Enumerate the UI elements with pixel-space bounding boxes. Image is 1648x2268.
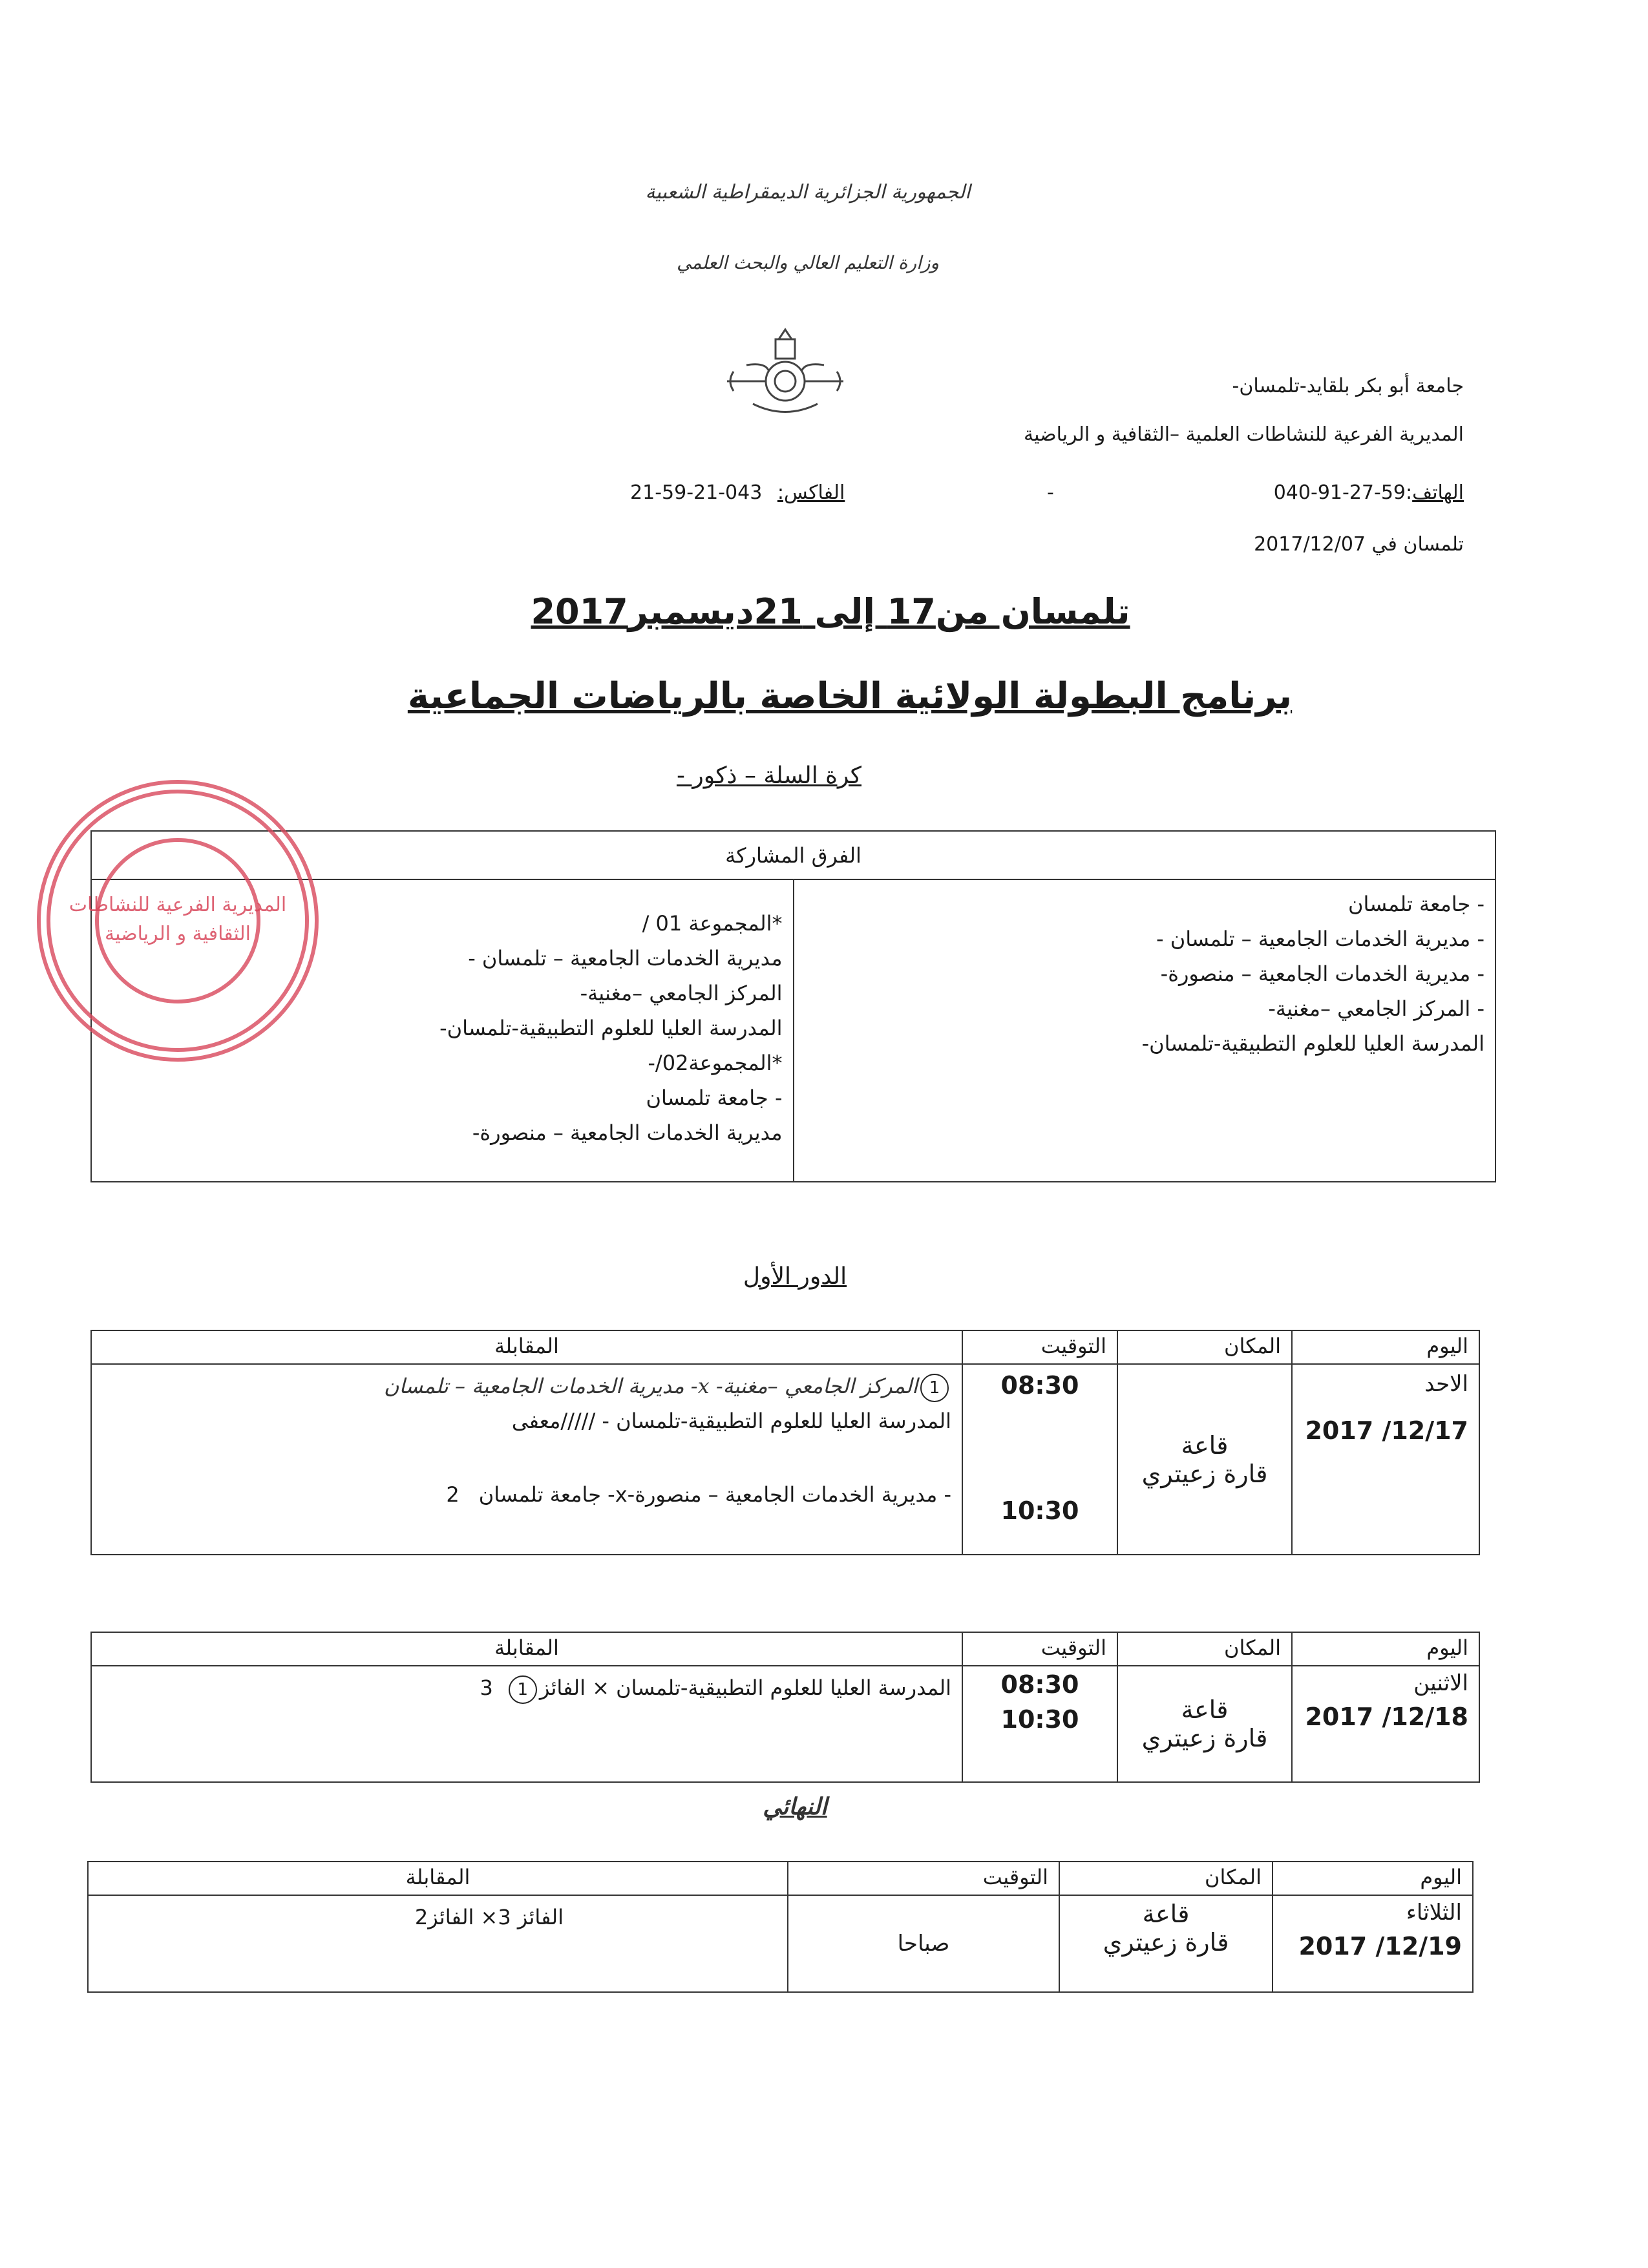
stamp-inner-line-1: المديرية الفرعية للنشاطات — [69, 894, 287, 916]
university-name: جامعة أبو بكر بلقايد-تلمسان- — [1232, 375, 1464, 397]
group-item: مديرية الخدمات الجامعية – تلمسان - — [468, 946, 783, 971]
time-cell — [962, 1364, 1117, 1555]
col-venue: المكان — [1059, 1862, 1273, 1895]
match-3: المدرسة العليا للعلوم التطبيقية-تلمسان × الفائز13 — [102, 1670, 951, 1705]
match-number-1: 1 — [920, 1374, 949, 1402]
university-emblem-icon — [714, 326, 856, 423]
svg-text:جامعة أبو بكر بلقايد تلمسان — [29, 772, 45, 779]
final-table — [87, 1861, 1474, 1993]
col-venue: المكان — [1117, 1632, 1292, 1666]
team-item: - مديرية الخدمات الجامعية – تلمسان - — [1156, 927, 1484, 951]
group-item: المركز الجامعي –مغنية- — [580, 981, 783, 1005]
match-1: 1المركز الجامعي –مغنية- x- مديرية الخدمات الجامعية – تلمسان — [102, 1369, 951, 1403]
venue-line-2: قارة زعيتري — [1103, 1928, 1229, 1957]
group-item: - جامعة تلمسان — [646, 1086, 783, 1110]
venue-line-2: قارة زعيتري — [1141, 1724, 1268, 1752]
col-day: اليوم — [1292, 1632, 1479, 1666]
venue-line-1: قاعة — [1181, 1696, 1229, 1724]
teams-column-all — [794, 879, 1496, 1182]
day-cell — [1292, 1364, 1479, 1555]
venue-cell — [1117, 1364, 1292, 1555]
fax-line — [630, 481, 845, 504]
time-2: 10:30 — [1000, 1496, 1079, 1525]
final-match: الفائز 3× الفائز2 — [414, 1905, 564, 1929]
venue-line-1: قاعة — [1181, 1431, 1229, 1460]
fax-label: الفاكس: — [777, 481, 845, 504]
group-item: مديرية الخدمات الجامعية – منصورة- — [472, 1120, 783, 1145]
col-match: المقابلة — [88, 1862, 788, 1895]
match-2: - مديرية الخدمات الجامعية – منصورة-x- جامعة تلمسان2 — [446, 1482, 951, 1507]
day-name: الثلاثاء — [1406, 1900, 1462, 1926]
col-match: المقابلة — [91, 1330, 962, 1364]
col-venue: المكان — [1117, 1330, 1292, 1364]
col-time: التوقيت — [788, 1862, 1059, 1895]
time-text: صباحا — [897, 1931, 950, 1957]
group-item: المدرسة العليا للعلوم التطبيقية-تلمسان- — [439, 1016, 783, 1040]
team-item: - المركز الجامعي –مغنية- — [1268, 996, 1484, 1021]
day-date: 2017 /12/18 — [1305, 1703, 1468, 1731]
ministry-header: وزارة التعليم العالي والبحث العلمي — [677, 252, 939, 273]
fax-number: 043-21-59-21 — [630, 481, 763, 504]
col-time: التوقيت — [962, 1330, 1117, 1364]
team-item: المدرسة العليا للعلوم التطبيقية-تلمسان- — [1141, 1031, 1484, 1056]
phone-label: الهاتف — [1412, 481, 1464, 504]
round1-day2-table — [90, 1632, 1480, 1783]
republic-header: الجمهورية الجزائرية الديمقراطية الشعبية — [645, 181, 971, 204]
col-day: اليوم — [1273, 1862, 1473, 1895]
col-time: التوقيت — [962, 1632, 1117, 1666]
match-cell — [91, 1364, 962, 1555]
day-name: الاحد — [1424, 1371, 1468, 1397]
time-cell — [788, 1895, 1059, 1992]
issue-date: تلمسان في 2017/12/07 — [1254, 533, 1464, 556]
day-cell — [1292, 1666, 1479, 1782]
stamp-outer-text — [29, 772, 45, 779]
winner-ref: 1 — [509, 1675, 537, 1704]
time-2: 10:30 — [1000, 1705, 1079, 1734]
col-match: المقابلة — [91, 1632, 962, 1666]
sport-title: كرة السلة – ذكور - — [676, 762, 862, 789]
venue-cell — [1117, 1666, 1292, 1782]
venue-line-2: قارة زعيتري — [1141, 1459, 1268, 1488]
day-name: الاثنين — [1413, 1670, 1468, 1696]
title-dates: تلمسان من17 إلى 21ديسمبر2017 — [531, 591, 1130, 632]
stamp-inner-line-2: الثقافية و الرياضية — [104, 923, 251, 945]
phone-number: :59-27-91-040 — [1273, 481, 1413, 504]
official-stamp — [29, 772, 326, 1069]
day-cell — [1273, 1895, 1473, 1992]
day-date: 2017 /12/17 — [1305, 1416, 1468, 1445]
team-item: - جامعة تلمسان — [1348, 892, 1484, 916]
contact-separator: - — [1047, 481, 1054, 504]
match-bye: المدرسة العليا للعلوم التطبيقية-تلمسان - /////معفى — [511, 1409, 951, 1433]
teams-header: الفرق المشاركة — [91, 831, 1495, 879]
match-number-2: 2 — [446, 1482, 460, 1507]
group-item: *المجموعة02/- — [648, 1051, 783, 1075]
day-date: 2017 /12/19 — [1298, 1932, 1462, 1960]
col-day: اليوم — [1292, 1330, 1479, 1364]
phone-line — [1274, 481, 1464, 504]
match-cell — [88, 1895, 788, 1992]
time-1: 08:30 — [1000, 1670, 1079, 1699]
round1-title: الدور الأول — [743, 1263, 847, 1290]
match-number-3: 3 — [480, 1675, 493, 1700]
time-cell — [962, 1666, 1117, 1782]
final-title: النهائي — [763, 1793, 827, 1820]
page-title: برنامج البطولة الولائية الخاصة بالرياضات الجماعية — [407, 675, 1293, 717]
venue-line-1: قاعة — [1142, 1900, 1190, 1928]
round1-day1-table — [90, 1330, 1480, 1555]
group-item: *المجموعة 01 / — [642, 911, 783, 936]
venue-cell — [1059, 1895, 1273, 1992]
time-1: 08:30 — [1000, 1371, 1079, 1400]
directorate-name: المديرية الفرعية للنشاطات العلمية –الثقافية و الرياضية — [1024, 423, 1464, 446]
team-item: - مديرية الخدمات الجامعية – منصورة- — [1160, 961, 1484, 986]
match-cell — [91, 1666, 962, 1782]
